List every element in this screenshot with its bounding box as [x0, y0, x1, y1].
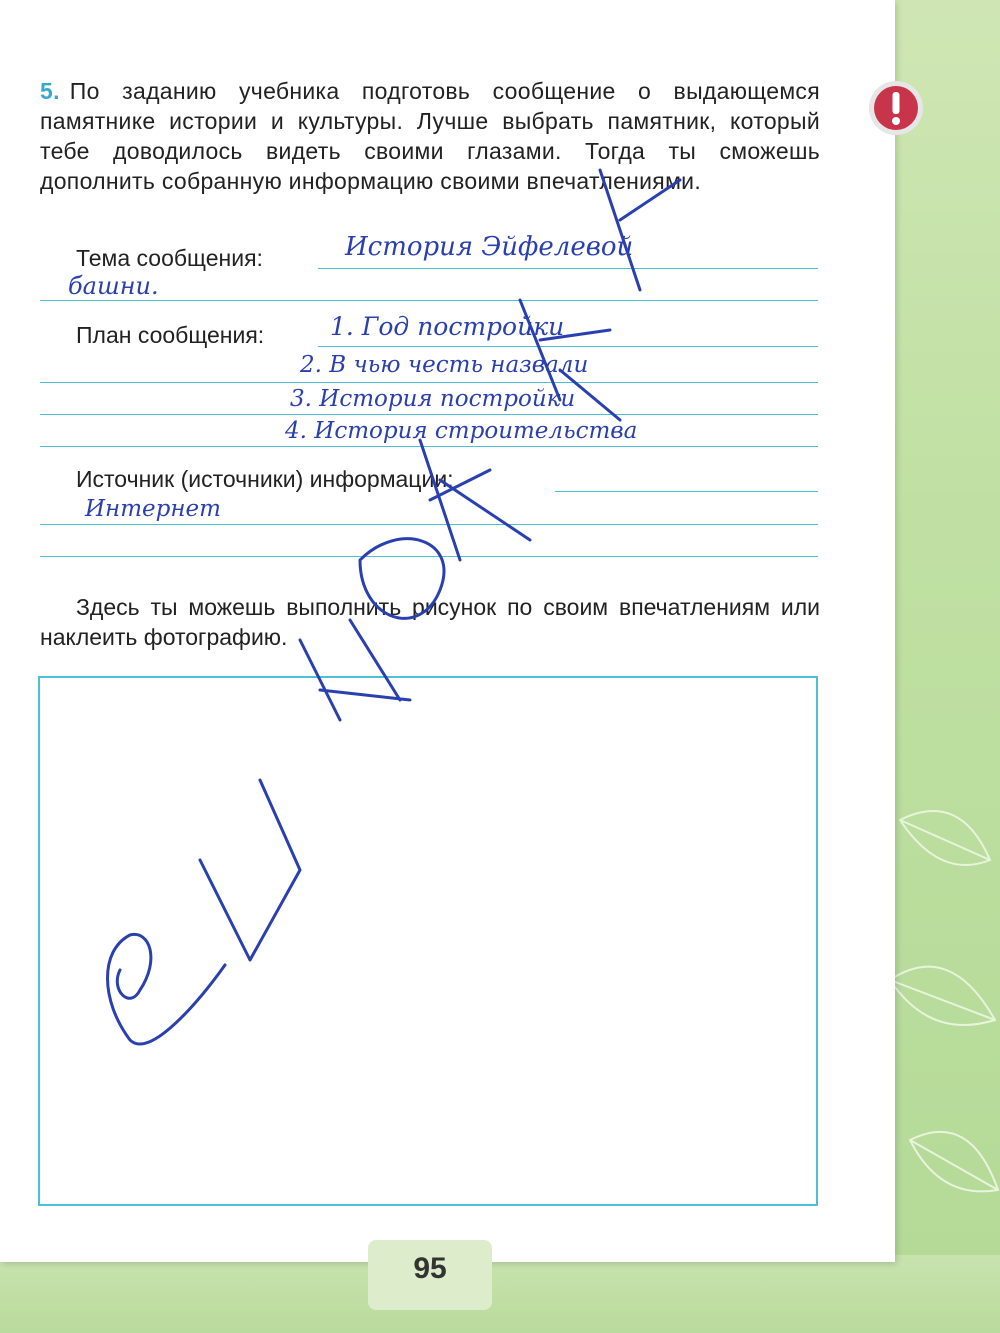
task-body: По заданию учебника подготовь сообщение о выдающемся памятнике истории и культуры. Лучше выбрать памятник, который тебе доводилось видеть своими глазами. Тогда ты сможешь дополнить собранную информацию своими впечатлениями.: [40, 78, 820, 194]
topic-label: Тема сообщения:: [76, 245, 271, 272]
plan-label: План сообщения:: [76, 322, 272, 349]
topic-answer-line1[interactable]: История Эйфелевой: [345, 232, 634, 262]
plan-item-3[interactable]: 3. История постройки: [290, 386, 576, 412]
task-text: [40, 76, 820, 196]
plan-line-2: [40, 382, 818, 383]
page-number: 95: [413, 1252, 447, 1285]
source-line-3: [40, 556, 818, 557]
topic-line-2: [40, 300, 818, 301]
green-bottom-strip: [0, 1255, 1000, 1333]
plan-item-4[interactable]: 4. История строительства: [285, 418, 638, 444]
exclamation-icon: [866, 78, 926, 138]
source-label: Источник (источники) информации:: [76, 466, 462, 493]
plan-item-2[interactable]: 2. В чью честь назвали: [300, 352, 589, 378]
plan-item-1[interactable]: 1. Год постройки: [330, 312, 565, 341]
source-line-2: [40, 524, 818, 525]
leaf-decoration: [880, 780, 1000, 1330]
source-line-1: [555, 491, 818, 492]
plan-line-1: [318, 346, 818, 347]
plan-line-4: [40, 446, 818, 447]
plan-line-3: [40, 414, 818, 415]
source-answer[interactable]: Интернет: [85, 496, 221, 522]
topic-answer-line2[interactable]: башни.: [68, 272, 159, 300]
topic-line-1: [318, 268, 818, 269]
drawing-prompt: Здесь ты можешь выполнить рисунок по своим впечатлениям или наклеить фотографию.: [40, 594, 820, 650]
drawing-area[interactable]: [38, 676, 818, 1206]
task-number: 5.: [40, 78, 60, 104]
